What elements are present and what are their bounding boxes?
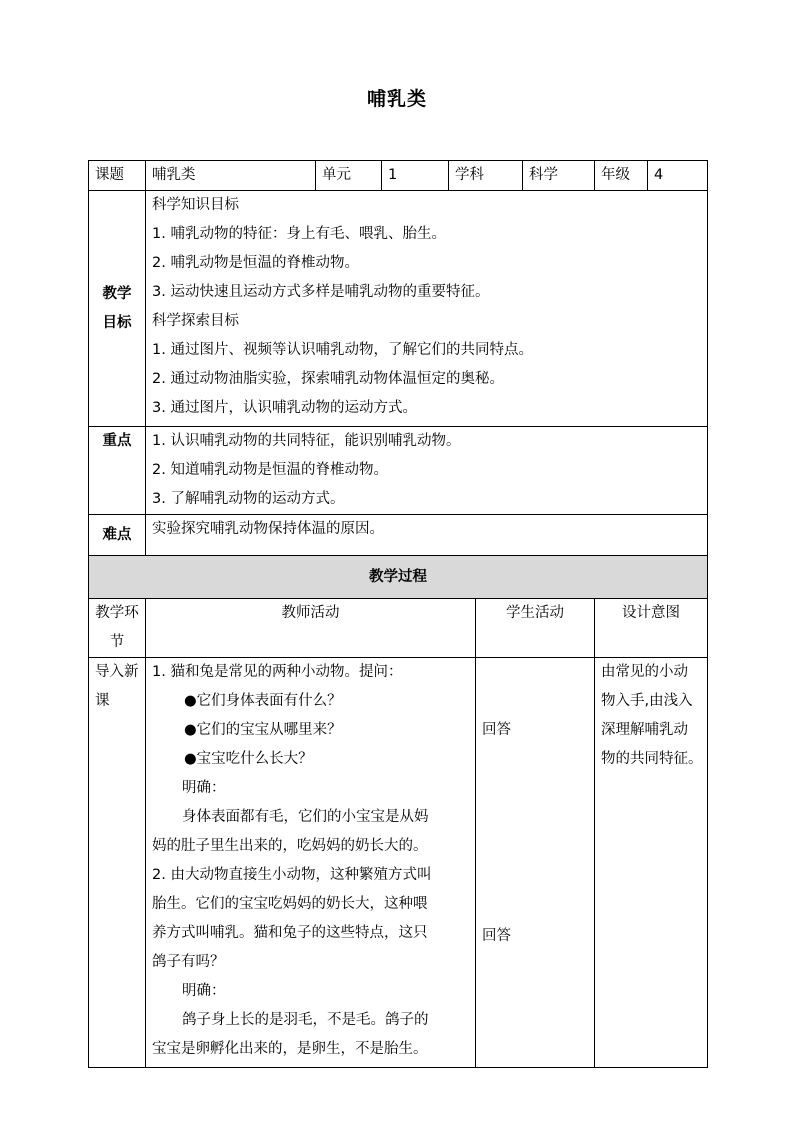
process-row-intro	[89, 658, 708, 1068]
teacher-line: ●它们的宝宝从哪里来？	[184, 722, 342, 738]
teacher-line: 鸽子身上长的是羽毛，不是毛。鸽子的	[182, 1012, 429, 1028]
teacher-line: ●它们身体表面有什么？	[184, 693, 342, 709]
goals-line: 2. 哺乳动物是恒温的脊椎动物。	[152, 255, 359, 271]
subject-value: 科学	[523, 161, 595, 191]
column-header-student: 学生活动	[476, 599, 595, 658]
teacher-line: 2. 由大动物直接生小动物，这种繁殖方式叫	[152, 867, 432, 883]
intent-line: 物的共同特征。	[601, 751, 703, 767]
goals-line: 3. 通过图片，认识哺乳动物的运动方式。	[152, 400, 417, 416]
goals-line: 2. 通过动物油脂实验，探索哺乳动物体温恒定的奥秘。	[152, 371, 504, 387]
teacher-line: ●宝宝吃什么长大？	[184, 751, 313, 767]
teacher-line: 宝宝是卵孵化出来的，是卵生，不是胎生。	[152, 1041, 428, 1057]
goals-row	[89, 191, 708, 427]
key-points-row	[89, 427, 708, 515]
student-answer: 回答	[482, 722, 511, 738]
difficulties-label: 难点	[89, 515, 146, 556]
teacher-activity-cell	[146, 658, 476, 1068]
grade-value: 4	[648, 161, 708, 191]
process-heading: 教学过程	[89, 556, 708, 599]
process-heading-row	[89, 556, 708, 599]
stage-cell: 导入新课	[89, 658, 146, 1068]
goals-line: 1. 通过图片、视频等认识哺乳动物，了解它们的共同特点。	[152, 342, 533, 358]
intent-line: 由常见的小动	[601, 664, 688, 680]
key-points-content	[146, 427, 708, 515]
topic-value: 哺乳类	[146, 161, 316, 191]
column-header-intent: 设计意图	[595, 599, 708, 658]
student-answer: 回答	[482, 928, 511, 944]
column-header-stage: 教学环节	[89, 599, 146, 658]
difficulties-content: 实验探究哺乳动物保持体温的原因。	[146, 515, 708, 556]
teacher-line: 胎生。它们的宝宝吃妈妈的奶长大，这种喂	[152, 896, 428, 912]
intent-line: 深理解哺乳动	[601, 722, 688, 738]
subject-label: 学科	[449, 161, 523, 191]
teacher-line: 明确：	[182, 780, 226, 796]
key-point-line: 1. 认识哺乳动物的共同特征，能识别哺乳动物。	[152, 433, 461, 449]
teacher-line: 养方式叫哺乳。猫和兔子的这些特点，这只	[152, 925, 428, 941]
grade-label: 年级	[595, 161, 648, 191]
key-point-line: 2. 知道哺乳动物是恒温的脊椎动物。	[152, 462, 388, 478]
intent-line: 物入手,由浅入	[601, 693, 693, 709]
lesson-plan-table	[88, 160, 708, 1068]
header-row	[89, 161, 708, 191]
difficulties-row	[89, 515, 708, 556]
goals-content	[146, 191, 708, 427]
teacher-line: 1. 猫和兔是常见的两种小动物。提问：	[152, 664, 403, 680]
page-title: 哺乳类	[366, 88, 427, 110]
teacher-line: 身体表面都有毛，它们的小宝宝是从妈	[182, 809, 429, 825]
goals-line: 科学探索目标	[152, 313, 239, 329]
unit-label: 单元	[316, 161, 382, 191]
teacher-line: 鸽子有吗？	[152, 954, 225, 970]
process-columns-row	[89, 599, 708, 658]
key-points-label: 重点	[89, 427, 146, 515]
goals-line: 3. 运动快速且运动方式多样是哺乳动物的重要特征。	[152, 284, 490, 300]
goals-line: 1. 哺乳动物的特征：身上有毛、喂乳、胎生。	[152, 226, 446, 242]
goals-label: 教学 目标	[89, 191, 146, 427]
teacher-line: 明确：	[182, 983, 226, 999]
design-intent-cell	[595, 658, 708, 1068]
key-point-line: 3. 了解哺乳动物的运动方式。	[152, 491, 345, 507]
topic-label: 课题	[89, 161, 146, 191]
goals-line: 科学知识目标	[152, 197, 239, 213]
unit-value: 1	[382, 161, 449, 191]
column-header-teacher: 教师活动	[146, 599, 476, 658]
teacher-line: 妈的肚子里生出来的，吃妈妈的奶长大的。	[152, 838, 428, 854]
student-activity-cell	[476, 658, 595, 1068]
